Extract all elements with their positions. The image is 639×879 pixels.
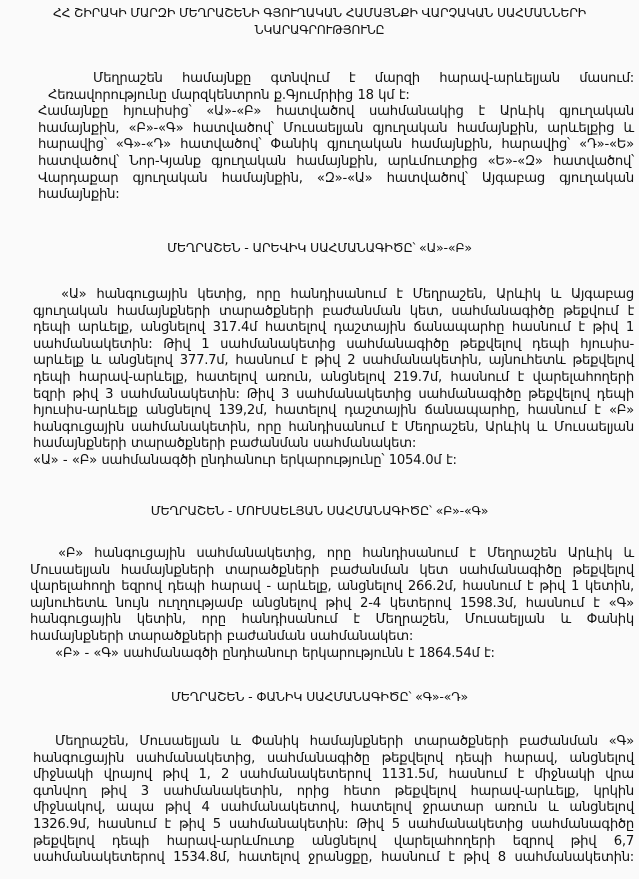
text-line: գյուղական համայնքների տարածքների բաժանման կետ, սահմանագիծը թեքվում է — [33, 303, 634, 319]
section-paragraph — [33, 287, 634, 470]
text-line: հանգուցային կետին, որը հանդիսանում է Մեղրաշեն, Մուսաելյան և Փանիկ — [30, 612, 634, 628]
text-line: «Ա» հանգուցային կետից, որը հանդիսանում է Մեղրաշեն, Արևիկ և Այգաբաց — [61, 287, 634, 302]
text-line: հատվածով՝ Նոր-Կյանք գյուղական համայնքին, արևմուտքից «Ե»-«Զ» հատվածով՝ — [38, 153, 634, 169]
text-line: Համայնքը հյուսիսից՝ «Ա»-«Բ» հատվածով սահմանակից է Արևիկ գյուղական — [38, 104, 634, 120]
text-line: սահմանակետերով 1534.8մ, հատելով ջրանցքը, հասնում է թիվ 8 սահմանակետին: — [33, 850, 634, 866]
section-heading: ՄԵՂՐԱՇԵՆ - ԱՐԵՎԻԿ ՍԱՀՄԱՆԱԳԻԾԸ՝ «Ա»-«Բ» — [167, 240, 472, 255]
text-line: դեպի արևելք, անցնելով 317.4մ հատելով դաշտային ճանապարհը հասնում է թիվ 1 — [33, 320, 634, 336]
text-line: համայնքների տարածքների բաժանման սահմանակետ: — [33, 436, 417, 452]
text-line: հանգուցային սահմանակետին, որը հանդիսանում է Մեղրաշեն, Արևիկ և Մուսաելյան — [33, 419, 634, 435]
text-line: համայնքին: — [38, 187, 120, 203]
section-heading: ՄԵՂՐԱՇԵՆ - ՓԱՆԻԿ ՍԱՀՄԱՆԱԳԻԾԸ՝ «Գ»-«Դ» — [170, 689, 469, 704]
intro-paragraph — [38, 71, 634, 204]
title-line-1: ՀՀ ՇԻՐԱԿԻ ՄԱՐԶԻ ՄԵՂՐԱՇԵՆԻ ԳՅՈՒՂԱԿԱՆ ՀԱՄԱՅՆՔԻ ՎԱՐՉԱԿԱՆ ՍԱՀՄԱՆՆԵՐԻ — [52, 5, 587, 20]
section-paragraph — [30, 546, 634, 662]
text-line: միջնակով, ապա թիվ 4 սահմանակետով, հատելով ջրատար առուն և անցնելով — [33, 800, 634, 816]
text-line: 1326.9մ, հասնում է թիվ 5 սահմանակետին: Թիվ 5 սահմանակետից սահմանագիծը — [33, 816, 634, 832]
total-length-line: «Բ» - «Գ» սահմանագծի ընդհանուր երկարությունն է 1864.54մ է: — [55, 645, 495, 661]
text-line: սահմանակետին: Թիվ 1 սահմանակետից սահմանագիծը թեքվելով դեպի հյուսիս- — [33, 336, 634, 352]
text-line: Մեղրաշեն, Մուսաելյան և Փանիկ համայնքների տարածքների բաժանման «Գ» — [55, 734, 634, 749]
section-heading: ՄԵՂՐԱՇԵՆ - ՄՈՒՍԱԵԼՅԱՆ ՍԱՀՄԱՆԱԳԻԾԸ՝ «Բ»-«Գ» — [150, 503, 489, 518]
text-line: Մեղրաշեն համայնքը գտնվում է մարզի հարավ-արևելյան մասում: — [93, 71, 634, 86]
document-title — [0, 4, 639, 38]
text-line: «Բ» հանգուցային սահմանակետից, որը հանդիսանում է Մեղրաշեն Արևիկ և — [58, 546, 634, 561]
text-line: արևելք և անցնելով 377.7մ, հասնում է թիվ 2 սահմանակետին, այնուհետև թեքվելով — [33, 353, 634, 369]
text-line: եզրի թիվ 3 սահմանակետին: Թիվ 3 սահմանակետից սահմանագիծը թեքվելով դեպի — [33, 386, 634, 402]
text-line: հարավից՝ «Գ»-«Դ» հատվածով՝ Փանիկ գյուղական համայնքին, հարավից՝ «Դ»-«Ե» — [38, 137, 634, 153]
text-line: թեքվելով դեպի հարավ-արևմուտք անցնելով վարելահողերի եզրով թիվ 6,7 — [33, 833, 634, 849]
section-paragraph — [33, 734, 634, 867]
text-line: այնուհետև նույն ուղղությամբ անցնելով թիվ 2-4 կետերով 1598.3մ, հասնում է «Գ» — [30, 595, 634, 611]
text-line: հանգուցային սահմանակետից, սահմանագիծը թեքվելով դեպի հարավ, անցնելով — [33, 750, 634, 766]
text-line: Վարդաքար գյուղական համայնքին, «Զ»-«Ա» հատվածով՝ Այգաբաց գյուղական — [38, 170, 634, 186]
text-line: գտնվող թիվ 3 սահմանակետին, որից հետո թեքվելով հարավ-արևելք, կրկին — [33, 783, 634, 799]
text-line: հյուսիս-արևելք անցնելով 139,2մ, հատելով դաշտային ճանապարհը, հասնում է «Բ» — [33, 403, 634, 419]
text-line: Հեռավորությունը մարզկենտրոն ք.Գյումրիից 18 կմ է: — [48, 87, 410, 103]
title-line-2: ՆԿԱՐԱԳՐՈՒԹՅՈՒՆԸ — [254, 22, 385, 37]
total-length-line: «Ա» - «Բ» սահմանագծի ընդհանուր երկարությունը՝ 1054.0մ է: — [33, 452, 457, 468]
text-line: համայնքին, «Բ»-«Գ» հատվածով՝ Մուսաելյան գյուղական համայնքին, արևելքից և — [38, 120, 634, 136]
text-line: վարելահողի եզրով դեպի հարավ - արևելք, անցնելով 266.2մ, հասնում է թիվ 1 կետին, — [30, 579, 634, 595]
text-line: համայնքների տարածքների բաժանման սահմանակետ: — [30, 628, 414, 644]
text-line: Մուսաելյան համայնքների տարածքների բաժանման կետ սահմանագիծը թեքվելով — [30, 562, 634, 578]
text-line: միջնակի վրայով թիվ 1, 2 սահմանակետերով 1131.5մ, հասնում է միջնակի վրա — [33, 767, 634, 783]
text-line: դեպի հարավ-արևելք, հատելով առուն, անցնելով 219.7մ, հասնում է վարելահողերի — [33, 369, 634, 385]
